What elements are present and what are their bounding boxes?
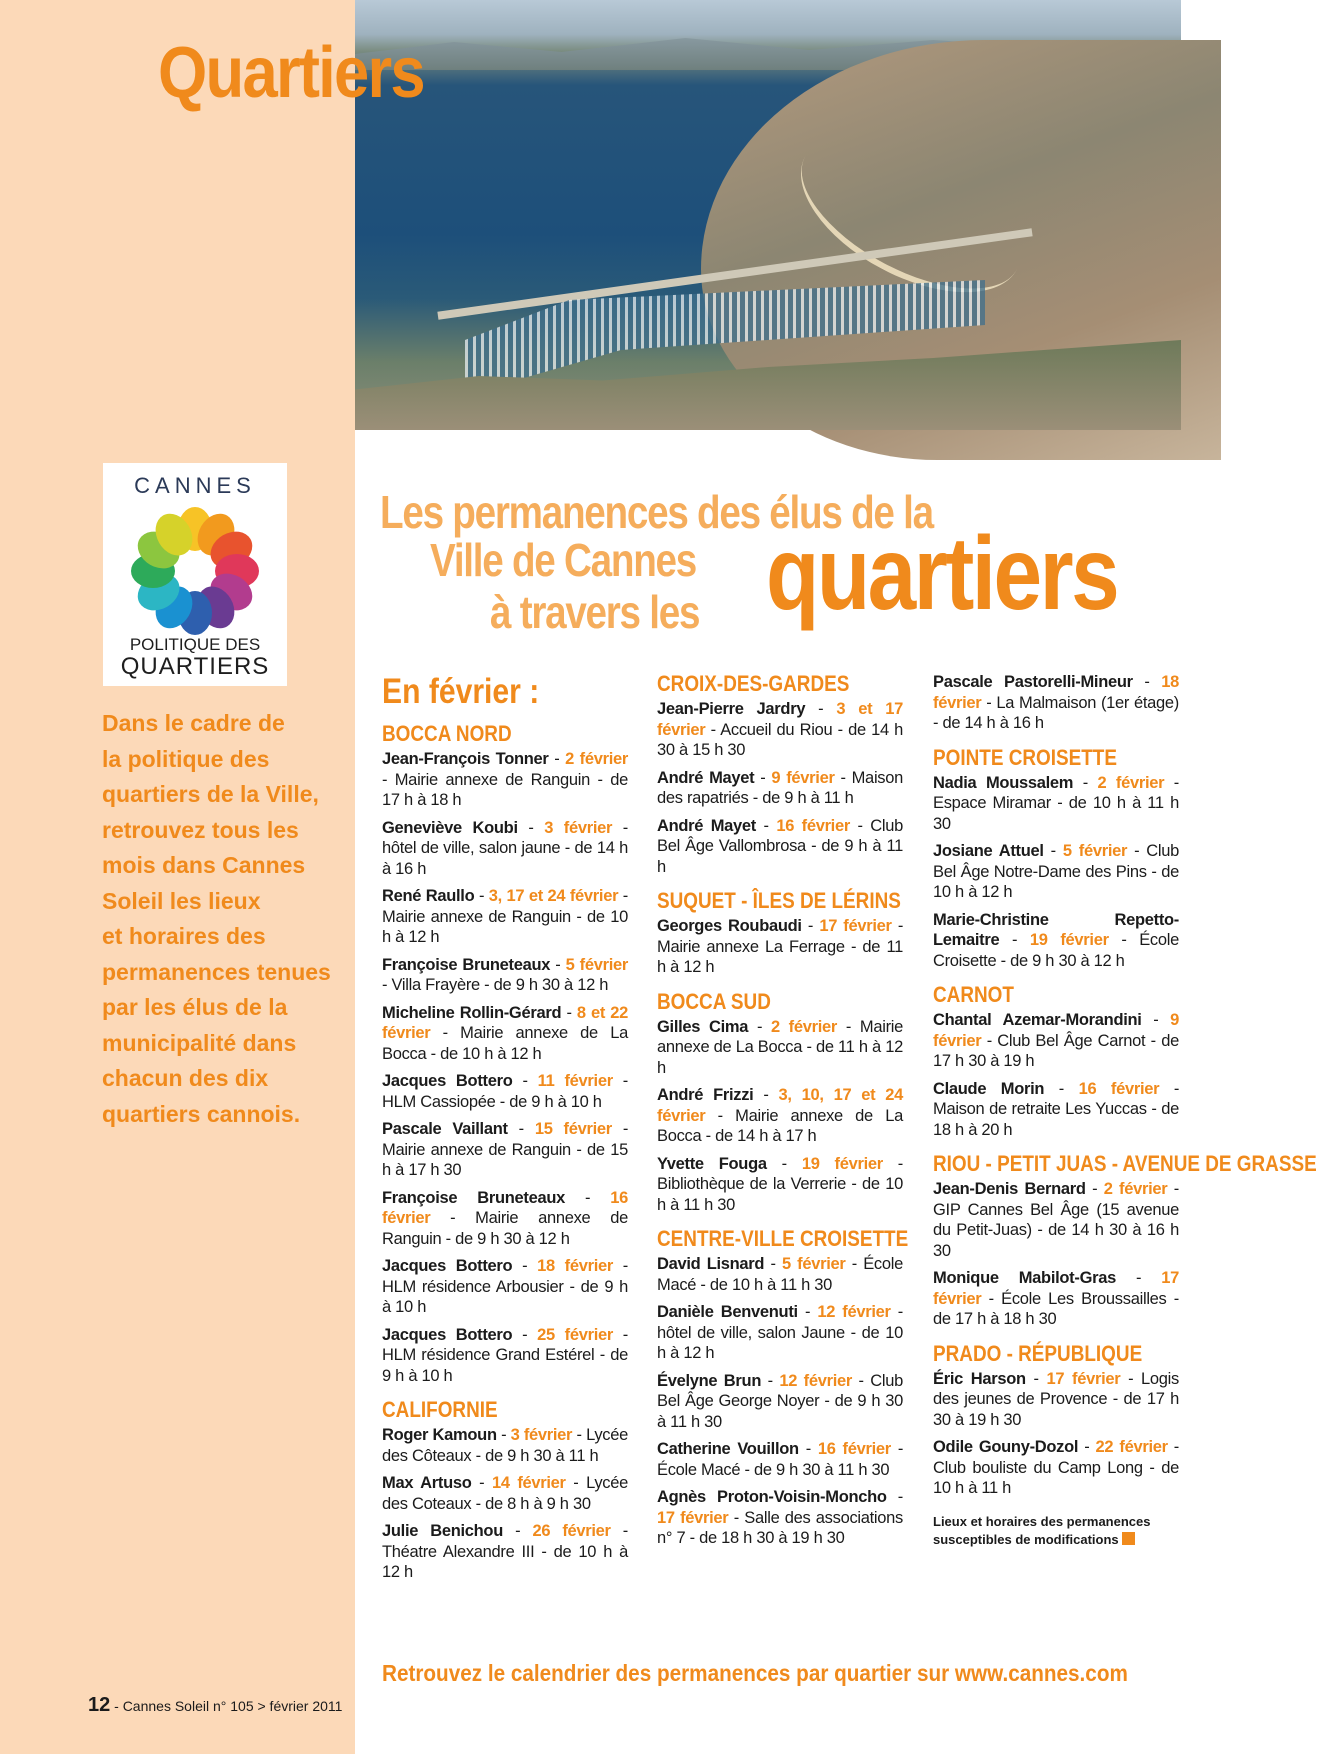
- permanence-date: 16 février: [1078, 1079, 1160, 1098]
- elected-official-name: André Mayet: [657, 768, 755, 787]
- permanence-details: - Logis des jeunes de Provence - de 17 h 30 à 19 h 30: [933, 1369, 1180, 1429]
- separator: -: [754, 768, 772, 787]
- district-heading: SUQUET - ÎLES DE LÉRINS: [657, 888, 901, 913]
- permanence-details: - École Macé - de 9 h 30 à 11 h 30: [657, 1440, 904, 1479]
- permanence-date: 3, 10, 17 et 24 février: [657, 1086, 903, 1125]
- permanence-date: 16 février: [776, 816, 850, 835]
- elected-official-name: Roger Kamoun: [382, 1426, 497, 1444]
- permanence-entry: [657, 816, 903, 878]
- permanence-date: 25 février: [537, 1325, 614, 1344]
- permanence-details: - Mairie annexe de La Bocca - de 10 h à 12 h: [382, 1024, 628, 1063]
- separator: -: [1078, 1438, 1096, 1456]
- flower-emblem-icon: [125, 501, 265, 641]
- elected-official-name: Catherine Vouillon: [657, 1440, 799, 1458]
- politique-des-quartiers-logo: [103, 463, 287, 686]
- separator: -: [1141, 1011, 1171, 1029]
- separator: -: [561, 1003, 577, 1022]
- column-1-districts: [382, 722, 628, 1583]
- permanence-details: - La Malmaison (1er étage) - de 14 h à 16 h: [933, 693, 1179, 732]
- separator: -: [764, 1255, 782, 1273]
- separator: -: [512, 1072, 538, 1090]
- permanence-details: - École Les Broussailles - de 17 h à 18 h 30: [933, 1289, 1179, 1328]
- column-2-districts: [657, 671, 909, 1549]
- permanence-date: 9 février: [933, 1011, 1179, 1050]
- aerial-photo-cannes: [355, 0, 1181, 426]
- separator: -: [550, 955, 566, 974]
- intro-line: chacun des dix: [102, 1065, 269, 1091]
- permanence-entry: [382, 1119, 628, 1181]
- elected-official-name: Pascale Pastorelli-Mineur: [933, 673, 1133, 691]
- permanence-entry: [933, 773, 1179, 835]
- permanence-date: 19 février: [1029, 931, 1109, 949]
- permanence-entry: [657, 768, 903, 809]
- elected-official-name: Jean-Pierre Jardry: [657, 700, 806, 718]
- elected-official-name: Jean-François Tonner: [382, 750, 549, 768]
- separator: -: [1044, 1079, 1079, 1098]
- permanence-entry: [382, 1425, 628, 1466]
- permanence-date: 9 février: [771, 768, 835, 787]
- separator: -: [1025, 1369, 1047, 1388]
- orange-square-icon: [1122, 1532, 1135, 1545]
- elected-official-name: Pascale Vaillant: [382, 1120, 508, 1138]
- permanence-details: - Mairie annexe de La Bocca - de 11 h à 12 h: [657, 1017, 904, 1077]
- page-title: Quartiers: [158, 33, 424, 113]
- permanence-date: 5 février: [1062, 842, 1128, 860]
- permanence-date: 17 février: [819, 917, 892, 935]
- permanence-entry: [382, 1071, 628, 1112]
- separator: -: [565, 1188, 611, 1207]
- district-heading: CROIX-DES-GARDES: [657, 671, 850, 696]
- separator: -: [1116, 1269, 1162, 1287]
- district-heading: BOCCA NORD: [382, 721, 512, 746]
- separator: -: [766, 1154, 802, 1173]
- separator: -: [517, 818, 545, 837]
- permanence-details: - hôtel de ville, salon Jaune - de 10 h à 12 h: [657, 1303, 904, 1362]
- district-heading: BOCCA SUD: [657, 988, 771, 1014]
- permanence-date: 5 février: [781, 1255, 846, 1273]
- permanence-entry: [382, 818, 628, 880]
- elected-official-name: Georges Roubaudi: [657, 917, 802, 935]
- permanence-entry: [657, 1487, 903, 1549]
- month-heading: En février :: [382, 672, 540, 711]
- separator: -: [797, 1303, 818, 1321]
- district-heading: CARNOT: [933, 982, 1014, 1007]
- separator: -: [496, 1426, 511, 1444]
- elected-official-name: Yvette Fouga: [657, 1154, 767, 1173]
- permanence-date: 12 février: [779, 1371, 853, 1390]
- permanence-details: - Espace Miramar - de 10 h à 11 h 30: [933, 773, 1179, 833]
- district-heading: RIOU - PETIT JUAS - AVENUE DE GRASSE: [933, 1151, 1317, 1176]
- elected-official-name: Éric Harson: [933, 1369, 1026, 1388]
- separator: -: [548, 750, 566, 768]
- elected-official-name: Gilles Cima: [657, 1017, 749, 1036]
- separator: -: [503, 1522, 533, 1540]
- permanence-details: - Salle des associations n° 7 - de 18 h 30 à 19 h 30: [657, 1508, 903, 1547]
- separator: -: [756, 816, 777, 835]
- column-2: [657, 671, 909, 1556]
- permanence-details: - Lycée des Côteaux - de 9 h 30 à 11 h: [382, 1426, 628, 1465]
- elected-official-name: Max Artuso: [382, 1474, 472, 1492]
- permanence-details: - Club Bel Âge Notre-Dame des Pins - de 10 h à 12 h: [933, 842, 1180, 901]
- separator: -: [1073, 773, 1098, 792]
- district-heading: CALIFORNIE: [382, 1397, 498, 1422]
- elected-official-name: Jacques Bottero: [382, 1257, 513, 1275]
- elected-official-name: David Lisnard: [657, 1255, 765, 1273]
- elected-official-name: André Mayet: [657, 816, 756, 835]
- district-heading: PRADO - RÉPUBLIQUE: [933, 1340, 1143, 1366]
- intro-line: mois dans Cannes: [102, 852, 306, 878]
- permanence-entry: [657, 1302, 903, 1364]
- permanence-date: 3 février: [544, 818, 613, 837]
- logo-line-politique: POLITIQUE DES: [129, 635, 261, 654]
- separator: -: [805, 700, 837, 718]
- permanence-details: - Club bouliste du Camp Long - de 10 h à 11 h: [933, 1438, 1180, 1497]
- district-heading: CENTRE-VILLE CROISETTE: [657, 1226, 909, 1251]
- permanence-entry: [382, 1256, 628, 1318]
- intro-line: Soleil les lieux: [102, 887, 261, 914]
- separator: -: [886, 1488, 903, 1506]
- permanence-entry: [657, 1085, 903, 1147]
- permanence-entry: [657, 1254, 903, 1295]
- permanence-details: - Villa Frayère - de 9 h 30 à 12 h: [382, 976, 609, 994]
- elected-official-name: Danièle Benvenuti: [657, 1303, 798, 1321]
- permanence-date: 3 février: [510, 1426, 573, 1444]
- separator: -: [1085, 1180, 1104, 1198]
- logo-line-quartiers: QUARTIERS: [120, 653, 270, 680]
- permanence-date: 16 février: [382, 1188, 628, 1227]
- permanence-date: 18 février: [537, 1257, 614, 1275]
- permanence-date: 2 février: [565, 750, 628, 768]
- permanence-details: - Mairie annexe La Ferrage - de 11 h à 12 h: [657, 917, 904, 976]
- permanence-entry: [657, 699, 903, 761]
- elected-official-name: Jacques Bottero: [382, 1072, 513, 1090]
- separator: -: [999, 931, 1030, 949]
- intro-line: et horaires des: [102, 923, 266, 949]
- logo-line-cannes: CANNES: [134, 473, 256, 498]
- permanence-details: - École Croisette - de 9 h 30 à 12 h: [933, 931, 1180, 970]
- separator: -: [748, 1017, 771, 1036]
- permanence-entry: [933, 1369, 1179, 1431]
- permanence-date: 3 et 17 février: [657, 700, 903, 739]
- elected-official-name: Micheline Rollin-Gérard: [382, 1003, 562, 1022]
- permanence-details: - GIP Cannes Bel Âge (15 avenue du Petit-Juas) - de 14 h 30 à 16 h 30: [933, 1180, 1180, 1260]
- column-3-districts: [933, 672, 1317, 1499]
- permanence-details: - HLM Cassiopée - de 9 h à 10 h: [382, 1072, 628, 1111]
- permanence-details: - Club Bel Âge Vallombrosa - de 9 h à 11 h: [657, 816, 904, 876]
- permanence-details: - Mairie annexe de La Bocca - de 14 h à 17 h: [657, 1106, 903, 1145]
- permanence-entry: [933, 672, 1179, 734]
- column-1: [382, 672, 628, 1590]
- separator: -: [507, 1120, 535, 1138]
- elected-official-name: Nadia Moussalem: [933, 773, 1074, 792]
- permanence-entry: [933, 1079, 1179, 1141]
- permanence-date: 18 février: [933, 673, 1180, 712]
- permanence-details: - Club Bel Âge George Noyer - de 9 h 30 à 11 h 30: [657, 1371, 904, 1431]
- headline-quartiers: quartiers: [766, 516, 1118, 632]
- elected-official-name: Évelyne Brun: [657, 1371, 762, 1390]
- elected-official-name: Françoise Bruneteaux: [382, 955, 551, 974]
- permanence-entry: [933, 1437, 1179, 1499]
- permanence-date: 15 février: [534, 1120, 612, 1138]
- permanence-entry: [382, 1473, 628, 1514]
- elected-official-name: Geneviève Koubi: [382, 818, 518, 837]
- permanence-entry: [382, 955, 628, 996]
- elected-official-name: René Raullo: [382, 887, 475, 905]
- column-3: [933, 672, 1317, 1549]
- permanence-details: - hôtel de ville, salon jaune - de 14 h à 16 h: [382, 818, 629, 878]
- intro-line: permanences tenues: [102, 958, 331, 985]
- permanence-entry: [657, 916, 903, 978]
- permanence-date: 8 et 22 février: [382, 1003, 628, 1042]
- page-folio: [88, 1694, 342, 1717]
- permanence-details: - École Macé - de 10 h à 11 h 30: [657, 1255, 904, 1294]
- separator: -: [798, 1440, 818, 1458]
- page-number: 12: [88, 1694, 111, 1716]
- permanence-date: 2 février: [1097, 773, 1165, 792]
- permanence-date: 12 février: [817, 1303, 891, 1321]
- permanence-entry: [657, 1371, 903, 1433]
- elected-official-name: Jacques Bottero: [382, 1325, 513, 1344]
- permanence-date: 5 février: [565, 955, 629, 974]
- intro-text: [102, 706, 342, 1132]
- permanence-details: - Maison de retraite Les Yuccas - de 18 h à 20 h: [933, 1079, 1180, 1139]
- separator: -: [753, 1086, 779, 1104]
- elected-official-name: Chantal Azemar-Morandini: [933, 1011, 1142, 1029]
- intro-line: par les élus de la: [102, 994, 288, 1020]
- intro-line: quartiers de la Ville,: [102, 781, 319, 807]
- permanence-details: - Mairie annexe de Ranguin - de 17 h à 18 h: [382, 770, 628, 809]
- elected-official-name: Monique Mabilot-Gras: [933, 1269, 1116, 1287]
- intro-line: la politique des: [102, 745, 270, 772]
- permanence-details: - HLM résidence Arbousier - de 9 h à 10 h: [382, 1257, 629, 1316]
- permanence-entry: [382, 749, 628, 811]
- elected-official-name: Josiane Attuel: [933, 842, 1044, 860]
- permanence-entry: [382, 1188, 628, 1250]
- permanence-date: 16 février: [817, 1440, 891, 1458]
- permanence-entry: [382, 1325, 628, 1387]
- permanence-details: - Théatre Alexandre III - de 10 h à 12 h: [382, 1522, 629, 1581]
- separator: -: [1132, 673, 1162, 691]
- elected-official-name: Françoise Bruneteaux: [382, 1188, 566, 1207]
- separator: -: [1043, 842, 1063, 860]
- permanence-entry: [657, 1017, 903, 1079]
- website-link[interactable]: Retrouvez le calendrier des permanences par quartier sur www.cannes.com: [382, 1660, 1128, 1686]
- permanence-entry: [933, 841, 1179, 903]
- permanence-date: 19 février: [801, 1154, 883, 1173]
- permanence-details: - Accueil du Riou - de 14 h 30 à 15 h 30: [657, 720, 903, 759]
- permanence-date: 17 février: [1046, 1369, 1121, 1388]
- note-text: Lieux et horaires des permanences susceptibles de modifications: [933, 1513, 1151, 1547]
- separator: -: [512, 1325, 538, 1344]
- separator: -: [512, 1257, 538, 1275]
- permanence-entry: [382, 1521, 628, 1583]
- elected-official-name: Odile Gouny-Dozol: [933, 1438, 1079, 1456]
- permanence-entry: [382, 886, 628, 948]
- permanence-date: 17 février: [657, 1508, 729, 1527]
- elected-official-name: Julie Benichou: [382, 1522, 503, 1540]
- intro-line: municipalité dans: [102, 1029, 297, 1056]
- intro-line: Dans le cadre de: [102, 710, 285, 736]
- permanence-entry: [933, 1179, 1179, 1261]
- separator: -: [474, 887, 489, 905]
- permanence-date: 17 février: [933, 1269, 1179, 1308]
- permanence-details: - Mairie annexe de Ranguin - de 9 h 30 à 12 h: [382, 1209, 628, 1248]
- permanence-date: 3, 17 et 24 février: [488, 887, 619, 905]
- permanence-details: - Maison des rapatriés - de 9 h à 11 h: [657, 768, 904, 807]
- permanence-date: 26 février: [532, 1522, 611, 1540]
- permanence-date: 2 février: [770, 1017, 838, 1036]
- elected-official-name: Agnès Proton-Voisin-Moncho: [657, 1488, 887, 1506]
- elected-official-name: Marie-Christine Repetto-Lemaitre: [933, 910, 1179, 949]
- permanence-date: 2 février: [1103, 1180, 1168, 1198]
- permanence-entry: [933, 1010, 1179, 1072]
- district-heading: POINTE CROISETTE: [933, 744, 1117, 770]
- permanence-entry: [657, 1439, 903, 1480]
- elected-official-name: Jean-Denis Bernard: [933, 1180, 1086, 1198]
- permanence-entry: [933, 1268, 1179, 1330]
- folio-text: - Cannes Soleil n° 105 > février 2011: [114, 1698, 343, 1714]
- elected-official-name: Claude Morin: [933, 1079, 1045, 1098]
- separator: -: [761, 1371, 780, 1390]
- permanence-date: 11 février: [537, 1072, 613, 1090]
- permanence-details: - Mairie annexe de Ranguin - de 15 h à 17 h 30: [382, 1120, 629, 1179]
- permanence-details: - Club Bel Âge Carnot - de 17 h 30 à 19 h: [933, 1031, 1179, 1070]
- modification-note: [933, 1513, 1179, 1549]
- intro-line: quartiers cannois.: [102, 1100, 301, 1127]
- permanence-details: - Mairie annexe de Ranguin - de 10 h à 12 h: [382, 887, 628, 946]
- headline-part-1: Les permanences des élus de la: [380, 486, 933, 538]
- permanence-date: 22 février: [1095, 1438, 1168, 1456]
- permanence-entry: [933, 910, 1179, 972]
- headline-part-2: Ville de Cannes: [430, 534, 697, 586]
- headline-part-3: à travers les: [490, 586, 700, 638]
- permanence-details: - Lycée des Coteaux - de 8 h à 9 h 30: [382, 1474, 629, 1513]
- permanence-date: 14 février: [491, 1474, 566, 1492]
- separator: -: [471, 1474, 492, 1492]
- permanence-entry: [657, 1154, 903, 1216]
- separator: -: [801, 917, 820, 935]
- permanence-details: - HLM résidence Grand Estérel - de 9 h à 10 h: [382, 1325, 629, 1385]
- elected-official-name: André Frizzi: [657, 1086, 754, 1104]
- permanence-details: - Bibliothèque de la Verrerie - de 10 h à 11 h 30: [657, 1154, 904, 1214]
- permanence-entry: [382, 1003, 628, 1065]
- intro-line: retrouvez tous les: [102, 816, 299, 843]
